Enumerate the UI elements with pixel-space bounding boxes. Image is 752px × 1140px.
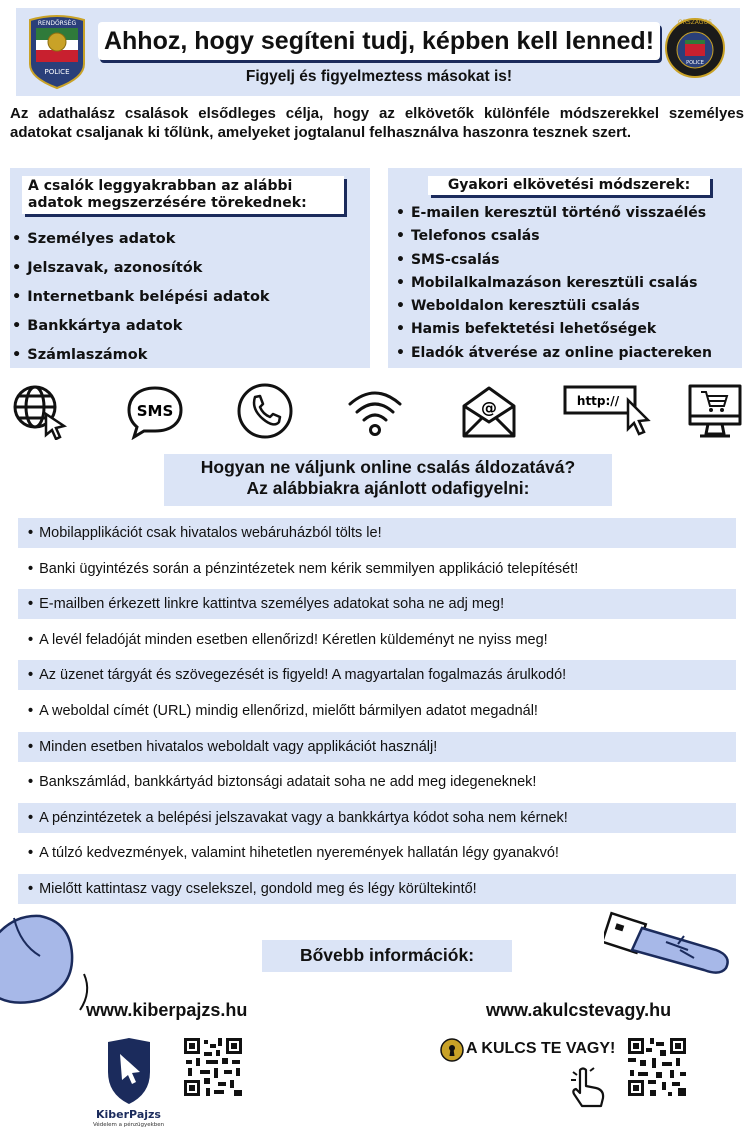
list-item: • SMS-csalás [396, 250, 712, 273]
list-item: • E-mailen keresztül történő visszaélés [396, 203, 712, 226]
badge-left-label: POLICE [44, 68, 70, 76]
page-title [98, 22, 660, 60]
email-icon-symbol: @ [481, 398, 497, 417]
badge-left-text: RENDŐRSÉG [37, 20, 77, 27]
list-item: • Jelszavak, azonosítók [12, 257, 270, 286]
badge-right-label: POLICE [686, 60, 704, 66]
kulcs-slogan: A KULCS TE VAGY! [466, 1040, 616, 1057]
list-item: • Weboldalon keresztüli csalás [396, 296, 712, 319]
tip-item: • Bankszámlád, bankkártyád biztonsági adatait soha ne add meg idegeneknek! [18, 767, 736, 797]
tip-item: • A túlzó kedvezmények, valamint hihetetlen nyeremények hallatán légy gyanakvó! [18, 838, 736, 868]
tip-item: • A weboldal címét (URL) mindig ellenőrizd, mielőtt bármilyen adatot megadnál! [18, 696, 736, 726]
sms-icon-text: SMS [136, 402, 174, 420]
akulcstevagy-url[interactable]: www.akulcstevagy.hu [486, 1000, 672, 1020]
more-info-heading: Bővebb információk: [262, 940, 512, 972]
tip-item: • Mielőtt kattintasz vagy cselekszel, gondold meg és légy körültekintő! [18, 874, 736, 904]
page-title-text: Ahhoz, hogy segíteni tudj, képben kell lenned! [103, 26, 655, 55]
tip-item: • Banki ügyintézés során a pénzintézetek nem kérik semmilyen applikáció telepítését! [18, 554, 736, 584]
methods-list [396, 203, 712, 366]
tip-item: • A pénzintézetek a belépési jelszavakat vagy a bankkártya kódot soha nem kérnek! [18, 803, 736, 833]
kiberpajzs-qr-code[interactable] [182, 1036, 244, 1098]
online-shop-icon [686, 382, 744, 440]
intro-paragraph: Az adathalász csalások elsődleges célja, hogy az elkövetők különféle módszerekkel személyes adatokat csaljanak ki tőlünk, amelyeket jogtalanul felhasználva haszonra tesznek szert. [10, 105, 744, 141]
phone-icon [236, 382, 294, 440]
email-envelope-icon [460, 382, 518, 440]
globe-cursor-icon [10, 382, 68, 440]
tip-item: • E-mailben érkezett linkre kattintva személyes adatokat soha ne adj meg! [18, 589, 736, 619]
police-badge-left [26, 12, 88, 90]
list-item: • Mobilalkalmazáson keresztüli csalás [396, 273, 712, 296]
page-subtitle: Figyelj és figyelmeztess másokat is! [245, 68, 513, 85]
tip-item: • A levél feladóját minden esetben ellenőrizd! Kéretlen küldeményt ne nyiss meg! [18, 625, 736, 655]
kiberpajzs-url[interactable]: www.kiberpajzs.hu [86, 1000, 248, 1020]
url-icon-text: http:// [576, 394, 620, 408]
how-to-line-2: Az alábbiakra ajánlott odafigyelni: [246, 478, 530, 498]
list-item: • Bankkártya adatok [12, 315, 270, 344]
list-item: • Hamis befektetési lehetőségek [396, 319, 712, 342]
methods-heading: Gyakori elkövetési módszerek: [428, 176, 710, 195]
keyhole-icon [440, 1038, 464, 1062]
sms-bubble-icon [126, 382, 184, 440]
list-item: • Személyes adatok [12, 228, 270, 257]
wifi-icon [346, 382, 404, 440]
list-item: • Internetbank belépési adatok [12, 286, 270, 315]
tip-item: • Az üzenet tárgyát és szövegezését is figyeld! A magyartalan fogalmazás árulkodó! [18, 660, 736, 690]
how-to-line-1: Hogyan ne váljunk online csalás áldozatává? [200, 457, 576, 477]
list-item: • Eladók átverése az online piactereken [396, 343, 712, 366]
list-item: • Számlaszámok [12, 344, 270, 373]
akulcstevagy-qr-code[interactable] [626, 1036, 688, 1098]
target-data-heading: A csalók leggyakrabban az alábbi adatok megszerzésére törekednek: [22, 176, 344, 214]
url-cursor-icon [562, 382, 658, 440]
tip-item: • Mobilapplikációt csak hivatalos webáruházból tölts le! [18, 518, 736, 548]
tip-item: • Minden esetben hivatalos weboldalt vagy applikációt használj! [18, 732, 736, 762]
badge-right-text: ORSZÁGOS [678, 19, 712, 26]
how-to-heading [164, 454, 612, 506]
kiberpajzs-name: KiberPajzs [96, 1108, 161, 1121]
tips-list [18, 518, 736, 910]
usb-drive-illustration [604, 908, 736, 974]
kiberpajzs-tagline: Védelem a pénzügyekben [93, 1122, 165, 1128]
list-item: • Telefonos csalás [396, 226, 712, 249]
pointing-hand-icon [568, 1066, 610, 1110]
kiberpajzs-logo [104, 1036, 154, 1106]
target-data-list [12, 228, 270, 373]
police-badge-right [664, 12, 726, 90]
